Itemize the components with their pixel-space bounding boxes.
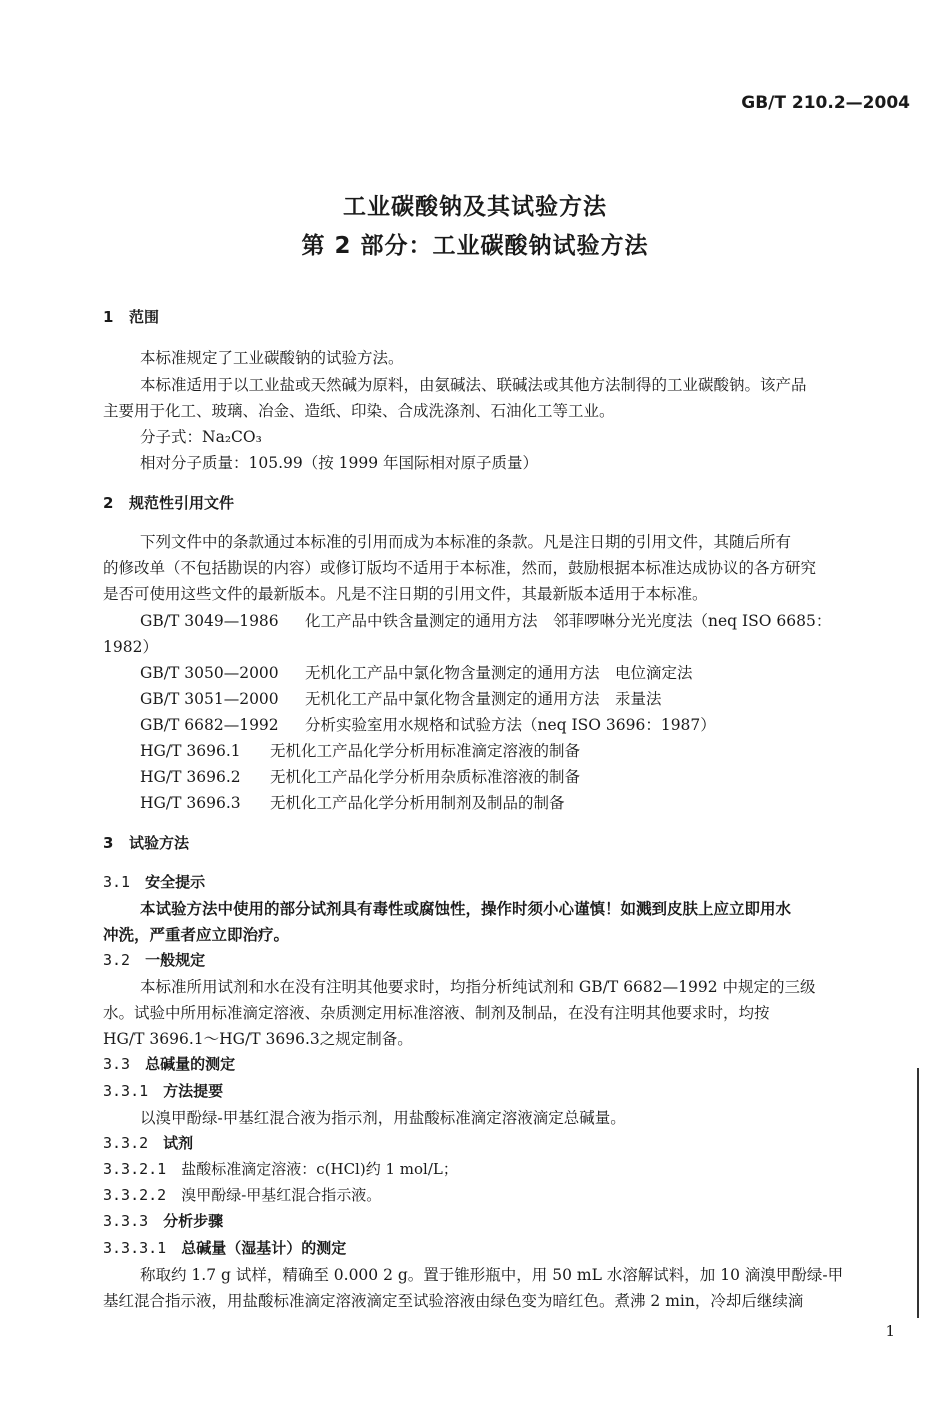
reference-title: 无机化工产品化学分析用制剂及制品的制备 [270, 794, 565, 812]
subsection-3-3-heading [103, 1053, 235, 1074]
section-number: 3 [103, 834, 114, 852]
paragraph: 基红混合指示液，用盐酸标准滴定溶液滴定至试验溶液由绿色变为暗红色。煮沸 2 min，冷却后继续滴 [103, 1292, 804, 1310]
section-title: 规范性引用文件 [129, 494, 235, 512]
section-title: 试验方法 [129, 834, 190, 852]
reference-title: 无机化工产品化学分析用标准滴定溶液的制备 [270, 742, 581, 760]
reference-continuation: 1982） [103, 638, 158, 656]
page-number: 1 [885, 1322, 895, 1340]
reference-title: 分析实验室用水规格和试验方法（neq ISO 3696：1987） [305, 716, 716, 734]
subsection-3-3-1-heading [103, 1080, 223, 1101]
formula-line [140, 425, 262, 447]
subsection-number: 3.3 [103, 1055, 131, 1073]
reference-item [140, 739, 580, 761]
item-3-3-2-2 [103, 1184, 381, 1205]
item-text: 溴甲酚绿-甲基红混合指示液。 [181, 1186, 382, 1204]
section-3-heading [103, 832, 189, 853]
reference-code: GB/T 3050—2000 [140, 664, 279, 682]
paragraph: 称取约 1.7 g 试样，精确至 0.000 2 g。置于锥形瓶中，用 50 mL 水溶解试料，加 10 滴溴甲酚绿-甲 [140, 1266, 844, 1284]
section-1-heading [103, 306, 159, 327]
item-number: 3.3.2.2 [103, 1186, 167, 1204]
chemical-formula: Na₂CO₃ [202, 428, 262, 446]
subsection-title: 分析步骤 [163, 1212, 224, 1230]
reference-title: 化工产品中铁含量测定的通用方法 邻菲啰啉分光光度法（neq ISO 6685： [305, 612, 832, 630]
section-number: 2 [103, 494, 114, 512]
paragraph: 主要用于化工、玻璃、冶金、造纸、印染、合成洗涤剂、石油化工等工业。 [103, 402, 615, 420]
subsection-3-3-2-heading [103, 1132, 193, 1153]
reference-code: GB/T 6682—1992 [140, 716, 279, 734]
section-2-heading [103, 492, 234, 513]
item-3-3-2-1 [103, 1158, 458, 1179]
reference-item [140, 687, 662, 709]
reference-code: HG/T 3696.2 [140, 768, 241, 786]
reference-title: 无机化工产品中氯化物含量测定的通用方法 汞量法 [305, 690, 662, 708]
subsection-title: 方法提要 [163, 1082, 224, 1100]
paragraph: 以溴甲酚绿-甲基红混合液为指示剂，用盐酸标准滴定溶液滴定总碱量。 [140, 1109, 626, 1127]
subsection-number: 3.3.1 [103, 1082, 149, 1100]
molecular-mass: 相对分子质量：105.99（按 1999 年国际相对原子质量） [140, 454, 539, 472]
subsection-title: 试剂 [163, 1134, 194, 1152]
paragraph: 下列文件中的条款通过本标准的引用而成为本标准的条款。凡是注日期的引用文件，其随后所有 [140, 533, 792, 551]
reference-item [140, 791, 565, 813]
paragraph: 本标准规定了工业碳酸钠的试验方法。 [140, 349, 404, 367]
subsection-number: 3.1 [103, 873, 131, 891]
subsection-number: 3.2 [103, 951, 131, 969]
formula-label: 分子式： [140, 428, 203, 446]
paragraph: 水。试验中所用标准滴定溶液、杂质测定用标准溶液、制剂及制品，在没有注明其他要求时，均按 [103, 1004, 770, 1022]
margin-line [917, 1068, 919, 1318]
reference-code: HG/T 3696.1 [140, 742, 241, 760]
safety-warning: 本试验方法中使用的部分试剂具有毒性或腐蚀性，操作时须小心谨慎！如溅到皮肤上应立即用水 [140, 900, 792, 918]
title-line-2: 第 2 部分：工业碳酸钠试验方法 [301, 233, 649, 259]
reference-item [140, 661, 693, 683]
subsection-title: 一般规定 [145, 951, 206, 969]
paragraph: 是否可使用这些文件的最新版本。凡是不注日期的引用文件，其最新版本适用于本标准。 [103, 585, 708, 603]
item-text: 盐酸标准滴定溶液：c(HCl)约 1 mol/L； [181, 1160, 458, 1178]
reference-title: 无机化工产品化学分析用杂质标准溶液的制备 [270, 768, 581, 786]
paragraph: 本标准适用于以工业盐或天然碱为原料，由氨碱法、联碱法或其他方法制得的工业碳酸钠。该产品 [140, 376, 807, 394]
standard-code: GB/T 210.2—2004 [741, 93, 910, 113]
subsection-number: 3.3.3.1 [103, 1239, 167, 1257]
reference-item [140, 609, 831, 631]
paragraph: 的修改单（不包括勘误的内容）或修订版均不适用于本标准，然而，鼓励根据本标准达成协议的各方研究 [103, 559, 817, 577]
reference-code: HG/T 3696.3 [140, 794, 241, 812]
subsection-3-3-3-1-heading [103, 1237, 346, 1258]
subsection-number: 3.3.3 [103, 1212, 149, 1230]
reference-item [140, 713, 716, 735]
subsection-number: 3.3.2 [103, 1134, 149, 1152]
subsection-3-2-heading [103, 949, 205, 970]
reference-item [140, 765, 580, 787]
reference-code: GB/T 3051—2000 [140, 690, 279, 708]
section-title: 范围 [129, 308, 160, 326]
subsection-3-1-heading [103, 871, 205, 892]
paragraph: HG/T 3696.1～HG/T 3696.3之规定制备。 [103, 1030, 413, 1048]
paragraph: 本标准所用试剂和水在没有注明其他要求时，均指分析纯试剂和 GB/T 6682—1992 中规定的三级 [140, 978, 816, 996]
subsection-title: 安全提示 [145, 873, 206, 891]
reference-code: GB/T 3049—1986 [140, 612, 279, 630]
reference-title: 无机化工产品中氯化物含量测定的通用方法 电位滴定法 [305, 664, 693, 682]
subsection-3-3-3-heading [103, 1210, 223, 1231]
section-number: 1 [103, 308, 114, 326]
item-number: 3.3.2.1 [103, 1160, 167, 1178]
subsection-title: 总碱量（湿基计）的测定 [181, 1239, 347, 1257]
safety-warning-cont: 冲洗，严重者应立即治疗。 [103, 926, 290, 944]
title-line-1: 工业碳酸钠及其试验方法 [343, 194, 607, 220]
subsection-title: 总碱量的测定 [145, 1055, 236, 1073]
